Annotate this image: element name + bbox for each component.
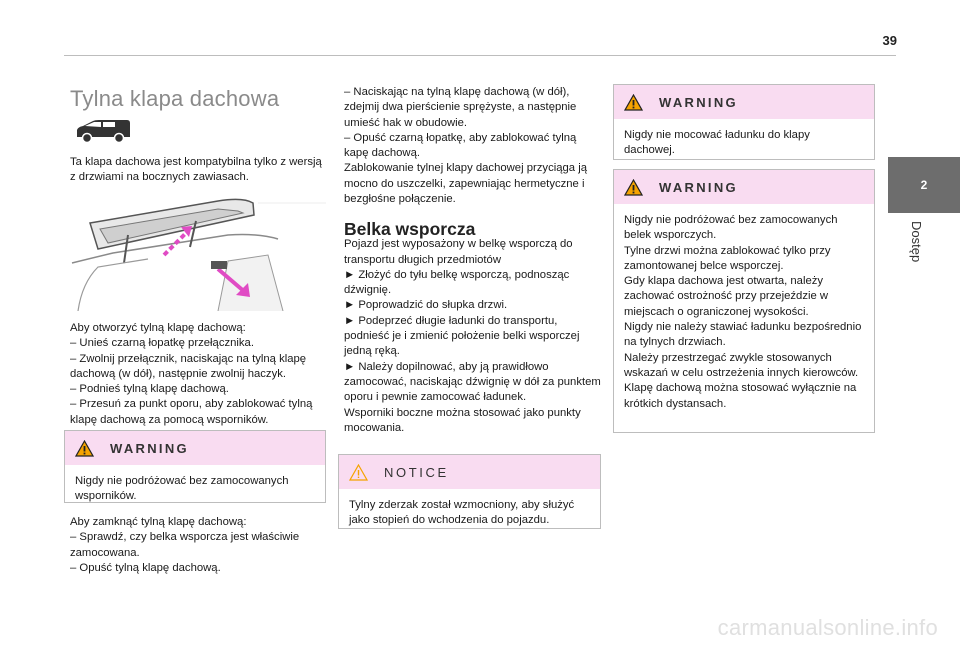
warning-title: WARNING <box>110 440 189 456</box>
warning-text: Nigdy nie podróżować bez zamocowanych belek wsporczych. Tylne drzwi można zablokować tylko przy zamontowanej belce wsporczej. Gdy klapa dachowa jest otwarta, należy zachować ostrożność przy przejeździe w miejscach o ograniczonej wysokości. Nigdy nie należy stawiać ładunku bezpośrednio na tylnych drzwiach. Należy przestrzegać zwykle stosowanych wskazań w celu ostrzeżenia innych kierowców. Klapę dachową można stosować wyłącznie na krótkich dystansach. <box>624 214 862 410</box>
close-instructions: Aby zamknąć tylną klapę dachową: – Sprawdź, czy belka wsporcza jest właściwie zamocowana. – Opuść tylną klapę dachową. <box>70 516 300 574</box>
warning-header <box>614 85 874 119</box>
warning-title: WARNING <box>659 94 738 110</box>
warning-triangle-icon <box>624 179 643 196</box>
notice-header <box>339 455 600 489</box>
warning-box-beams <box>613 169 875 433</box>
warning-text: Nigdy nie mocować ładunku do klapy dachowej. <box>624 129 810 157</box>
warning-triangle-icon <box>624 94 643 111</box>
notice-title: NOTICE <box>384 464 449 480</box>
warning-header <box>65 431 325 465</box>
van-icon <box>74 118 132 144</box>
roof-flap-illustration <box>68 193 326 311</box>
section-label: Dostęp <box>909 221 924 263</box>
header-divider <box>64 55 896 56</box>
warning-title: WARNING <box>659 179 738 195</box>
notice-triangle-icon <box>349 464 368 481</box>
support-beam-section: Belka wsporcza Pojazd jest wyposażony w belkę wsporczą do transportu długich przedmiotów ► Złożyć do tyłu belkę wsporczą, podnosząc dźwignię. ► Poprowadzić do słupka drzwi. ► Podeprzeć długie ładunki do transportu, podnieść je i zmienić położenie belki wsporczej jedną ręką. ► Należy dopilnować, aby ją prawidłowo zamocować, naciskając dźwignię w dół za punktem oporu i pewnie zamocować ładunek. Wsporniki boczne można stosować jako punkty mocowania. <box>344 219 601 434</box>
warning-header <box>614 170 874 204</box>
warning-box-supports <box>64 430 326 503</box>
section-heading: Belka wsporcza <box>344 219 476 239</box>
page-number: 39 <box>882 33 897 48</box>
warning-box-load <box>613 84 875 160</box>
warning-text: Nigdy nie podróżować bez zamocowanych wsporników. <box>75 475 289 503</box>
section-tab[interactable]: 2 <box>888 157 960 213</box>
locking-instructions: – Naciskając na tylną klapę dachową (w dół), zdejmij dwa pierścienie sprężyste, a następnie umieść hak w obudowie. – Opuść czarną łopatkę, aby zablokować tylną kapę dachową. Zablokowanie tylnej klapy dachowej przyciąga ją mocno do uszczelki, zapewniając hermetyczne i bezgłośne połączenie. <box>344 86 588 206</box>
page-title: Tylna klapa dachowa <box>70 86 280 111</box>
section-label-container <box>888 213 960 313</box>
warning-triangle-icon <box>75 440 94 457</box>
notice-box-bumper <box>338 454 601 529</box>
notice-text: Tylny zderzak został wzmocniony, aby służyć jako stopień do wchodzenia do pojazdu. <box>349 499 575 527</box>
watermark: carmanualsonline.info <box>717 615 938 640</box>
open-instructions: Aby otworzyć tylną klapę dachową: – Unieś czarną łopatkę przełącznika. – Zwolnij przełącznik, naciskając na tylną klapę dachową (w dół), następnie zwolnij haczyk. – Podnieś tylną klapę dachową. – Przesuń za punkt oporu, aby zablokować tylną klapę dachową za pomocą wsporników. <box>70 322 313 426</box>
intro-text: Ta klapa dachowa jest kompatybilna tylko z wersją z drzwiami na bocznych zawiasach. <box>70 156 322 184</box>
